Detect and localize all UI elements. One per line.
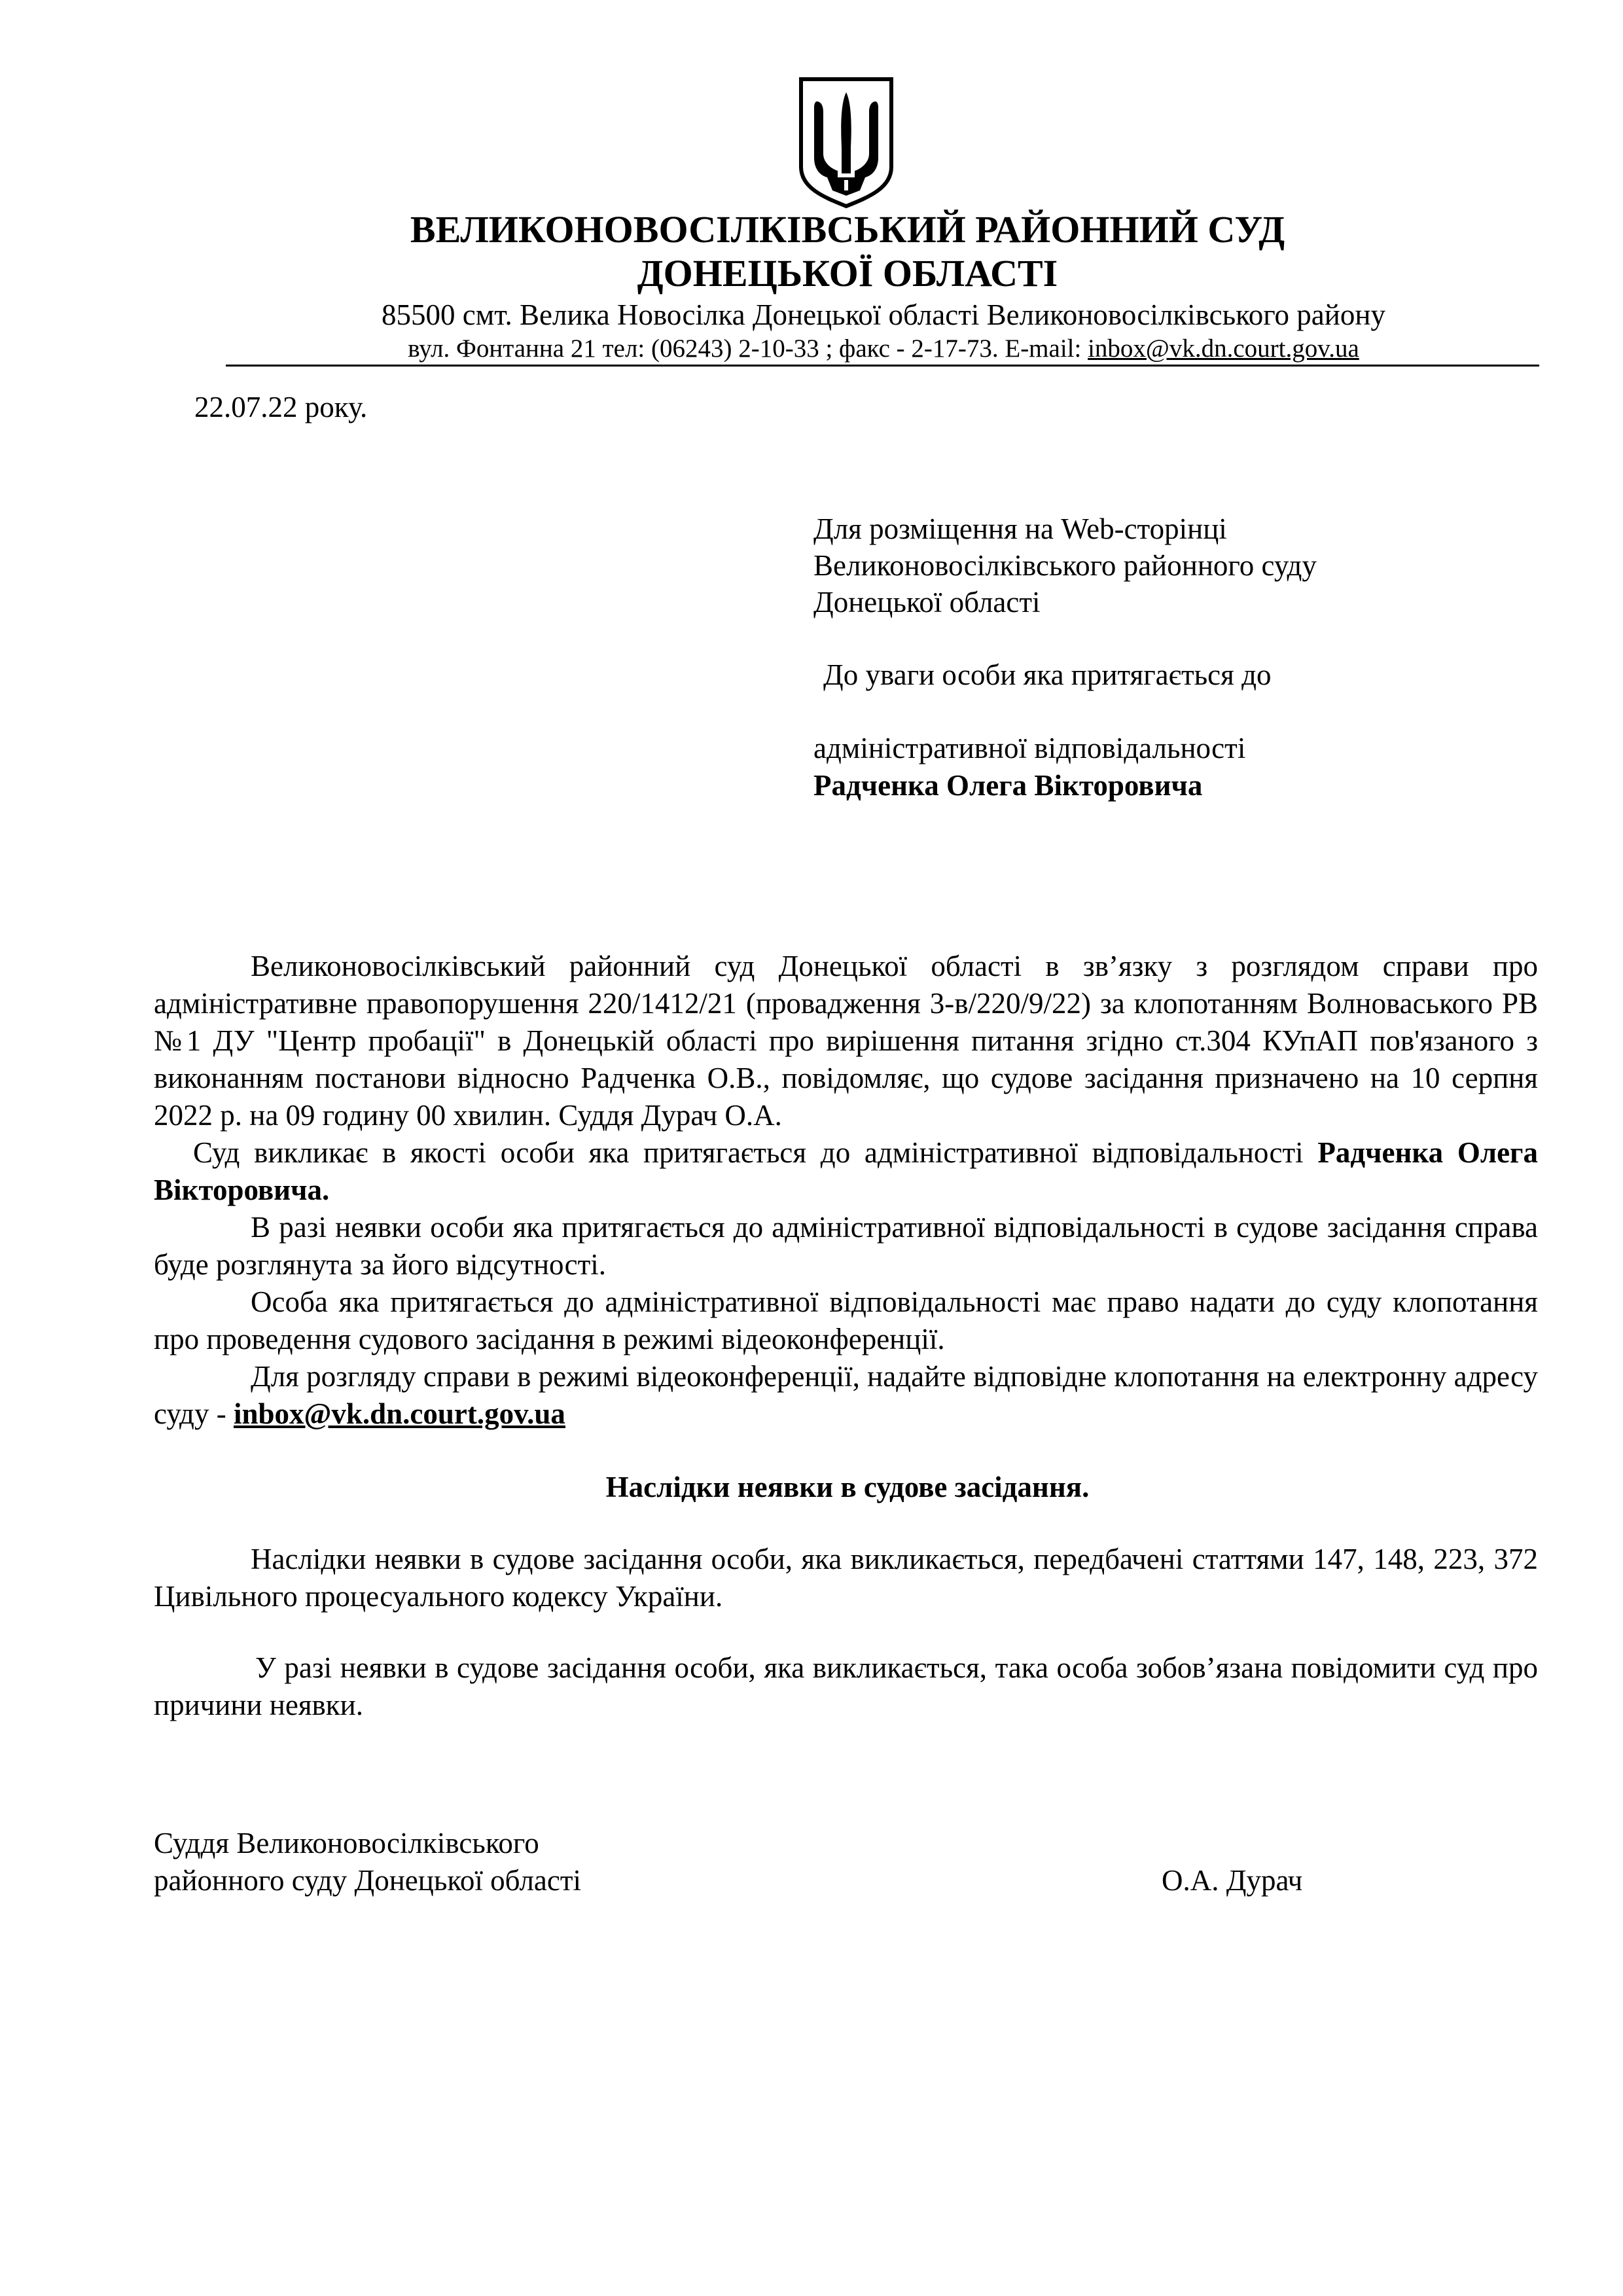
addressee-web-line3: Донецької області xyxy=(813,586,1041,619)
notice-body xyxy=(154,948,1538,1433)
addressee-liability: адміністративної відповідальності xyxy=(813,732,1246,764)
body-email-link[interactable]: inbox@vk.dn.court.gov.ua xyxy=(233,1397,565,1430)
signature-title-line1: Суддя Великоновосілківського xyxy=(154,1827,539,1859)
addressee-attention: До уваги особи яка притягається до xyxy=(823,658,1272,691)
videoconference-text: Для розгляду справи в режимі відеоконференції, надайте відповідне клопотання на електронну адресу суду - xyxy=(154,1360,1538,1430)
notice-paragraph-3: В разі неявки особи яка притягається до адміністративної відповідальності в судове засідання справа буде розглянута за його відсутності. xyxy=(154,1211,1538,1281)
summoned-person-name: Радченка Олега Вікторовича. xyxy=(154,1136,1538,1206)
court-name-line2: ДОНЕЦЬКОЇ ОБЛАСТІ xyxy=(637,252,1058,295)
addressee-web-line2: Великоновосілківського районного суду xyxy=(813,549,1317,582)
addressee-web-line1: Для розміщення на Web-сторінці xyxy=(813,512,1227,545)
addressee-web-block xyxy=(813,511,1317,620)
document-date: 22.07.22 року. xyxy=(194,391,368,423)
notice-paragraph-5 xyxy=(154,1358,1538,1433)
court-name-line1: ВЕЛИКОНОВОСІЛКІВСЬКИЙ РАЙОННИЙ СУД xyxy=(410,208,1285,251)
court-contacts xyxy=(321,334,1446,364)
consequences-heading: Наслідки неявки в судове засідання. xyxy=(605,1471,1090,1503)
header-email-link[interactable]: inbox@vk.dn.court.gov.ua xyxy=(1088,334,1359,363)
signature-title-line2: районного суду Донецької області xyxy=(154,1864,582,1897)
notice-paragraph-4: Особа яка притягається до адміністративної відповідальності має право надати до суду клопотання про проведення судового засідання в режимі відеоконференції. xyxy=(154,1285,1538,1355)
consequences-paragraph-2: У разі неявки в судове засідання особи, яка викликається, така особа зобов’язана повідомити суд про причини неявки. xyxy=(154,1651,1538,1721)
summons-text: Суд викликає в якості особи яка притягається до адміністративної відповідальності xyxy=(193,1136,1318,1169)
notice-paragraph-2 xyxy=(154,1134,1538,1209)
consequences-paragraph-1: Наслідки неявки в судове засідання особи, яка викликається, передбачені статтями 147, 148, 223, 372 Цивільного процесуального кодексу України. xyxy=(154,1543,1538,1613)
absence-body xyxy=(154,1649,1538,1724)
header-divider xyxy=(226,365,1539,367)
consequences-body xyxy=(154,1541,1538,1615)
contacts-text: вул. Фонтанна 21 тел: (06243) 2-10-33 ; факс - 2-17-73. E-mail: xyxy=(408,334,1088,363)
signature-judge-name: О.А. Дурач xyxy=(1162,1864,1303,1897)
court-address: 85500 смт. Велика Новосілка Донецької області Великоновосілківського району xyxy=(382,298,1385,331)
tryzub-coat-of-arms-icon xyxy=(797,75,895,209)
addressee-name: Радченка Олега Вікторовича xyxy=(813,769,1203,802)
notice-paragraph-1: Великоновосілківський районний суд Донецької області в зв’язку з розглядом справи про адміністративне правопорушення 220/1412/21 (провадження 3-в/220/9/22) за клопотанням Волноваського РВ №1 ДУ "Центр пробації" в Донецькій області про вирішення питання згідно ст.304 КУпАП пов'язаного з виконанням постанови відносно Радченка О.В., повідомляє, що судове засідання призначено на 10 серпня 2022 р. на 09 годину 00 хвилин. Суддя Дурач О.А. xyxy=(154,950,1538,1132)
